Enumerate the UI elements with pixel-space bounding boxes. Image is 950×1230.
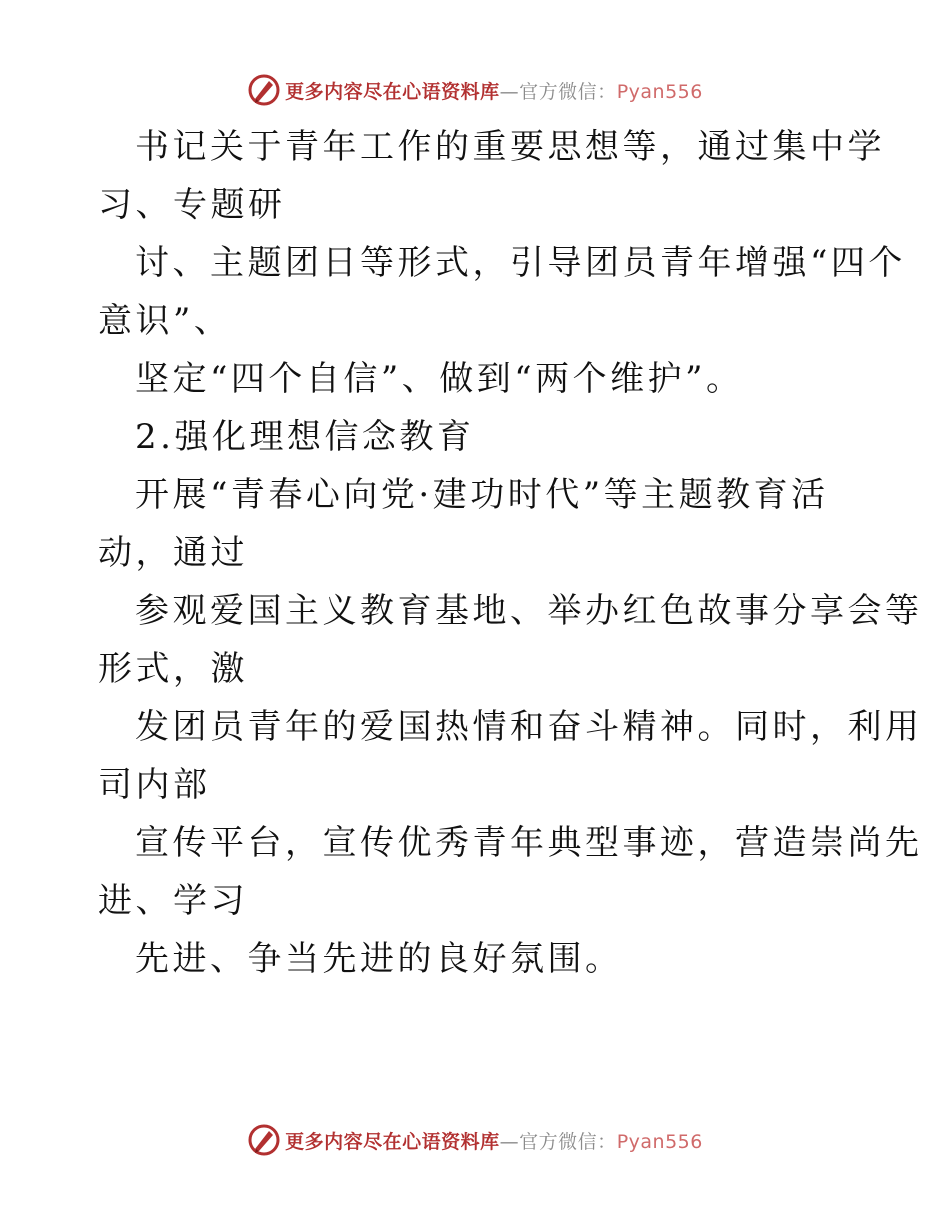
watermark-brand: 更多内容尽在心语资料库 bbox=[285, 1130, 500, 1153]
watermark-text bbox=[285, 1127, 703, 1154]
text-line-15: 先进、争当先进的良好氛围。 bbox=[135, 939, 623, 979]
watermark-label: 官方微信： bbox=[519, 80, 617, 103]
watermark-text bbox=[285, 77, 703, 104]
header-watermark bbox=[0, 70, 950, 110]
text-line-8: 动，通过 bbox=[98, 533, 248, 573]
text-line-10: 形式，激 bbox=[98, 649, 248, 689]
text-line-3: 讨、主题团日等形式，引导团员青年增强“四个 bbox=[135, 243, 906, 283]
text-line-5: 坚定“四个自信”、做到“两个维护”。 bbox=[135, 359, 744, 399]
watermark-id: Pyan556 bbox=[616, 1130, 703, 1153]
text-line-13: 宣传平台，宣传优秀青年典型事迹，营造崇尚先 bbox=[135, 823, 923, 863]
watermark-dash: — bbox=[499, 80, 520, 103]
pen-logo-icon bbox=[247, 73, 281, 107]
text-line-2: 习、专题研 bbox=[98, 185, 286, 225]
watermark-brand: 更多内容尽在心语资料库 bbox=[285, 80, 500, 103]
text-line-4: 意识”、 bbox=[98, 301, 232, 341]
watermark-label: 官方微信： bbox=[519, 1130, 617, 1153]
text-line-11: 发团员青年的爱国热情和奋斗精神。同时，利用 bbox=[135, 707, 923, 747]
watermark-dash: — bbox=[499, 1130, 520, 1153]
text-line-7: 开展“青春心向党·建功时代”等主题教育活 bbox=[135, 475, 829, 515]
section-heading: 2.强化理想信念教育 bbox=[135, 417, 475, 457]
text-line-1: 书记关于青年工作的重要思想等，通过集中学 bbox=[135, 127, 885, 167]
watermark-id: Pyan556 bbox=[616, 80, 703, 103]
pen-logo-icon bbox=[247, 1123, 281, 1157]
footer-watermark bbox=[0, 1120, 950, 1160]
text-line-14: 进、学习 bbox=[98, 881, 248, 921]
text-line-9: 参观爱国主义教育基地、举办红色故事分享会等 bbox=[135, 591, 923, 631]
text-line-12: 司内部 bbox=[98, 765, 211, 805]
